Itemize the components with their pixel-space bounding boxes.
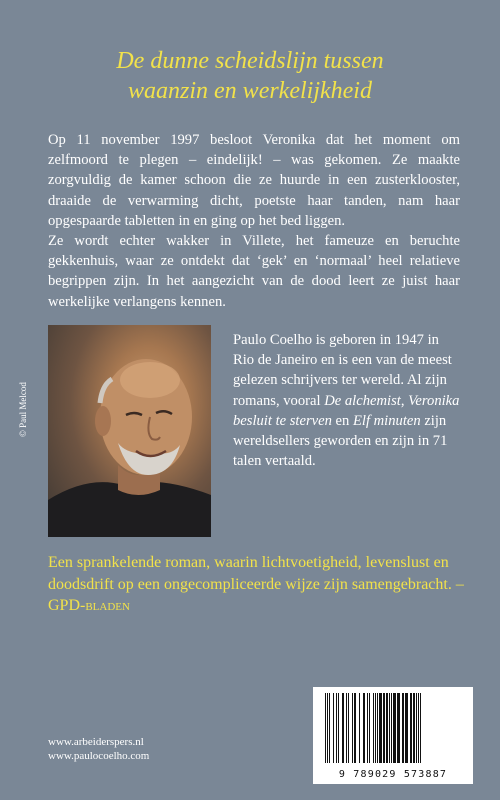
barcode-bar xyxy=(420,693,421,763)
barcode-bar xyxy=(379,693,382,763)
barcode-bar xyxy=(359,693,360,763)
blurb xyxy=(48,130,460,312)
bio-title-1: De alchemist xyxy=(324,392,401,409)
blurb-paragraph-2: Ze wordt echter wakker in Villete, het fameuze en beruchte gekkenhuis, waar ze ontdekt dat ‘gek’ en ‘normaal’ heel relatieve begrippen zijn. In het aangezicht van de dood leert ze juist haar werkelijke verlangens kennen. xyxy=(48,233,460,310)
barcode-bar xyxy=(369,693,370,763)
tagline xyxy=(0,46,500,106)
barcode-bar xyxy=(410,693,412,763)
author-photo xyxy=(48,325,211,537)
quote-text: Een sprankelende roman, waarin lichtvoetigheid, levenslust en doodsdrift op een ongecompliceerde wijze zijn samengebracht. – xyxy=(48,554,464,593)
barcode-bar xyxy=(391,693,392,763)
barcode-bar xyxy=(416,693,417,763)
web-addresses xyxy=(48,735,149,763)
bio-intro: Paulo Coelho is geboren in 1947 in Rio de Janeiro en is een van de meest gelezen schrijvers ter wereld. Al zijn romans, vooral xyxy=(233,332,452,409)
barcode-bar xyxy=(375,693,376,763)
bio-separator-1: , xyxy=(400,392,409,409)
barcode-bar xyxy=(373,693,374,763)
barcode-bar xyxy=(329,693,330,763)
author-bio xyxy=(233,330,463,471)
barcode-bar xyxy=(354,693,356,763)
publisher-url[interactable]: www.arbeiderspers.nl xyxy=(48,736,144,748)
barcode-digits: 9 789029 573887 xyxy=(338,769,448,780)
barcode-panel xyxy=(313,687,473,784)
barcode-bar xyxy=(352,693,353,763)
review-quote xyxy=(48,552,468,617)
barcode-bar xyxy=(413,693,415,763)
barcode-bar xyxy=(333,693,334,763)
bio-separator-2: en xyxy=(331,412,353,429)
tagline-line-1: De dunne scheidslijn tussen xyxy=(116,48,384,74)
barcode-bar xyxy=(383,693,385,763)
tagline-line-2: waanzin en werkelijkheid xyxy=(128,78,372,104)
barcode-bar xyxy=(377,693,378,763)
barcode-bar xyxy=(397,693,400,763)
barcode-bar xyxy=(418,693,419,763)
barcode-bar xyxy=(342,693,344,763)
barcode-bar xyxy=(386,693,388,763)
author-portrait-illustration xyxy=(48,325,211,537)
barcode-bar xyxy=(348,693,349,763)
barcode-bar xyxy=(327,693,328,763)
barcode-bar xyxy=(367,693,368,763)
author-url[interactable]: www.paulocoelho.com xyxy=(48,750,150,762)
barcode-bar xyxy=(336,693,337,763)
barcode-bar xyxy=(346,693,347,763)
photo-credit: © Paul Melcod xyxy=(18,382,28,437)
bio-title-3: Elf minuten xyxy=(352,412,421,429)
bio-title-2: Veronika besluit te sterven xyxy=(233,392,460,429)
barcode-bar xyxy=(363,693,365,763)
barcode-bar xyxy=(389,693,390,763)
bio-outro: zijn wereldsellers geworden en zijn in 71 talen vertaald. xyxy=(233,412,448,470)
barcode-bar xyxy=(338,693,339,763)
blurb-paragraph-1: Op 11 november 1997 besloot Veronika dat het moment om zelfmoord te plegen – eindelijk! – was gekomen. Ze maakte zorgvuldig de kamer schoon die ze huurde in een zusterklooster, draaide de verwarming dicht, poetste haar tanden, nam haar opgespaarde tabletten in en ging op het bed liggen. xyxy=(48,132,460,229)
barcode-bar xyxy=(402,693,404,763)
barcode-bar xyxy=(325,693,326,763)
barcode-bar xyxy=(405,693,408,763)
barcode-image xyxy=(321,693,465,767)
quote-source: GPD-bladen xyxy=(48,597,130,614)
barcode-bar xyxy=(393,693,396,763)
